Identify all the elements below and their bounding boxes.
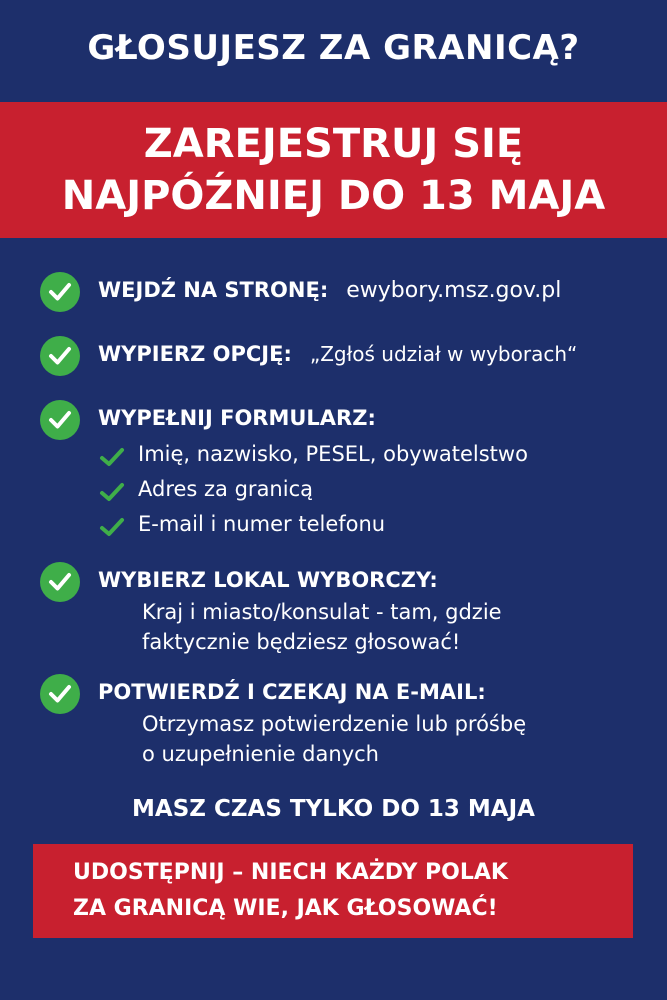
check-circle-icon [40, 400, 80, 440]
form-field-item: E-mail i numer telefonu [138, 512, 386, 536]
share-box [33, 844, 633, 938]
step-5-desc-line-1: Otrzymasz potwierdzenie lub próśbę [142, 712, 527, 736]
step-4-label: WYBIERZ LOKAL WYBORCZY: [98, 568, 438, 592]
check-circle-icon [40, 562, 80, 602]
step-1-url: ewybory.msz.gov.pl [346, 278, 562, 303]
check-circle-icon [40, 272, 80, 312]
step-4-desc-line-1: Kraj i miasto/konsulat - tam, gdzie [142, 600, 502, 624]
check-icon [98, 513, 126, 541]
page-title: GŁOSUJESZ ZA GRANICĄ? [87, 28, 580, 68]
step-5-desc-line-2: o uzupełnienie danych [142, 742, 379, 766]
share-line-2: ZA GRANICĄ WIE, JAK GŁOSOWAĆ! [73, 896, 498, 921]
step-3-label: WYPEŁNIJ FORMULARZ: [98, 406, 376, 430]
check-icon [98, 443, 126, 471]
form-field-item: Adres za granicą [138, 477, 313, 501]
step-2-label: WYPIERZ OPCJĘ: [98, 342, 292, 366]
register-banner [0, 102, 667, 238]
step-2-option: „Zgłoś udział w wyborach“ [309, 342, 578, 366]
step-1-label: WEJDŹ NA STRONĘ: [98, 278, 329, 302]
check-circle-icon [40, 674, 80, 714]
banner-line-2: NAJPÓŹNIEJ DO 13 MAJA [61, 173, 606, 219]
form-field-item: Imię, nazwisko, PESEL, obywatelstwo [138, 442, 528, 466]
check-icon [98, 478, 126, 506]
check-circle-icon [40, 336, 80, 376]
step-4-desc-line-2: faktycznie będziesz głosować! [142, 630, 461, 654]
share-line-1: UDOSTĘPNIJ – NIECH KAŻDY POLAK [73, 860, 508, 885]
deadline-text: MASZ CZAS TYLKO DO 13 MAJA [132, 796, 535, 822]
step-5-label: POTWIERDŹ I CZEKAJ NA E-MAIL: [98, 680, 486, 704]
banner-line-1: ZAREJESTRUJ SIĘ [143, 121, 524, 167]
